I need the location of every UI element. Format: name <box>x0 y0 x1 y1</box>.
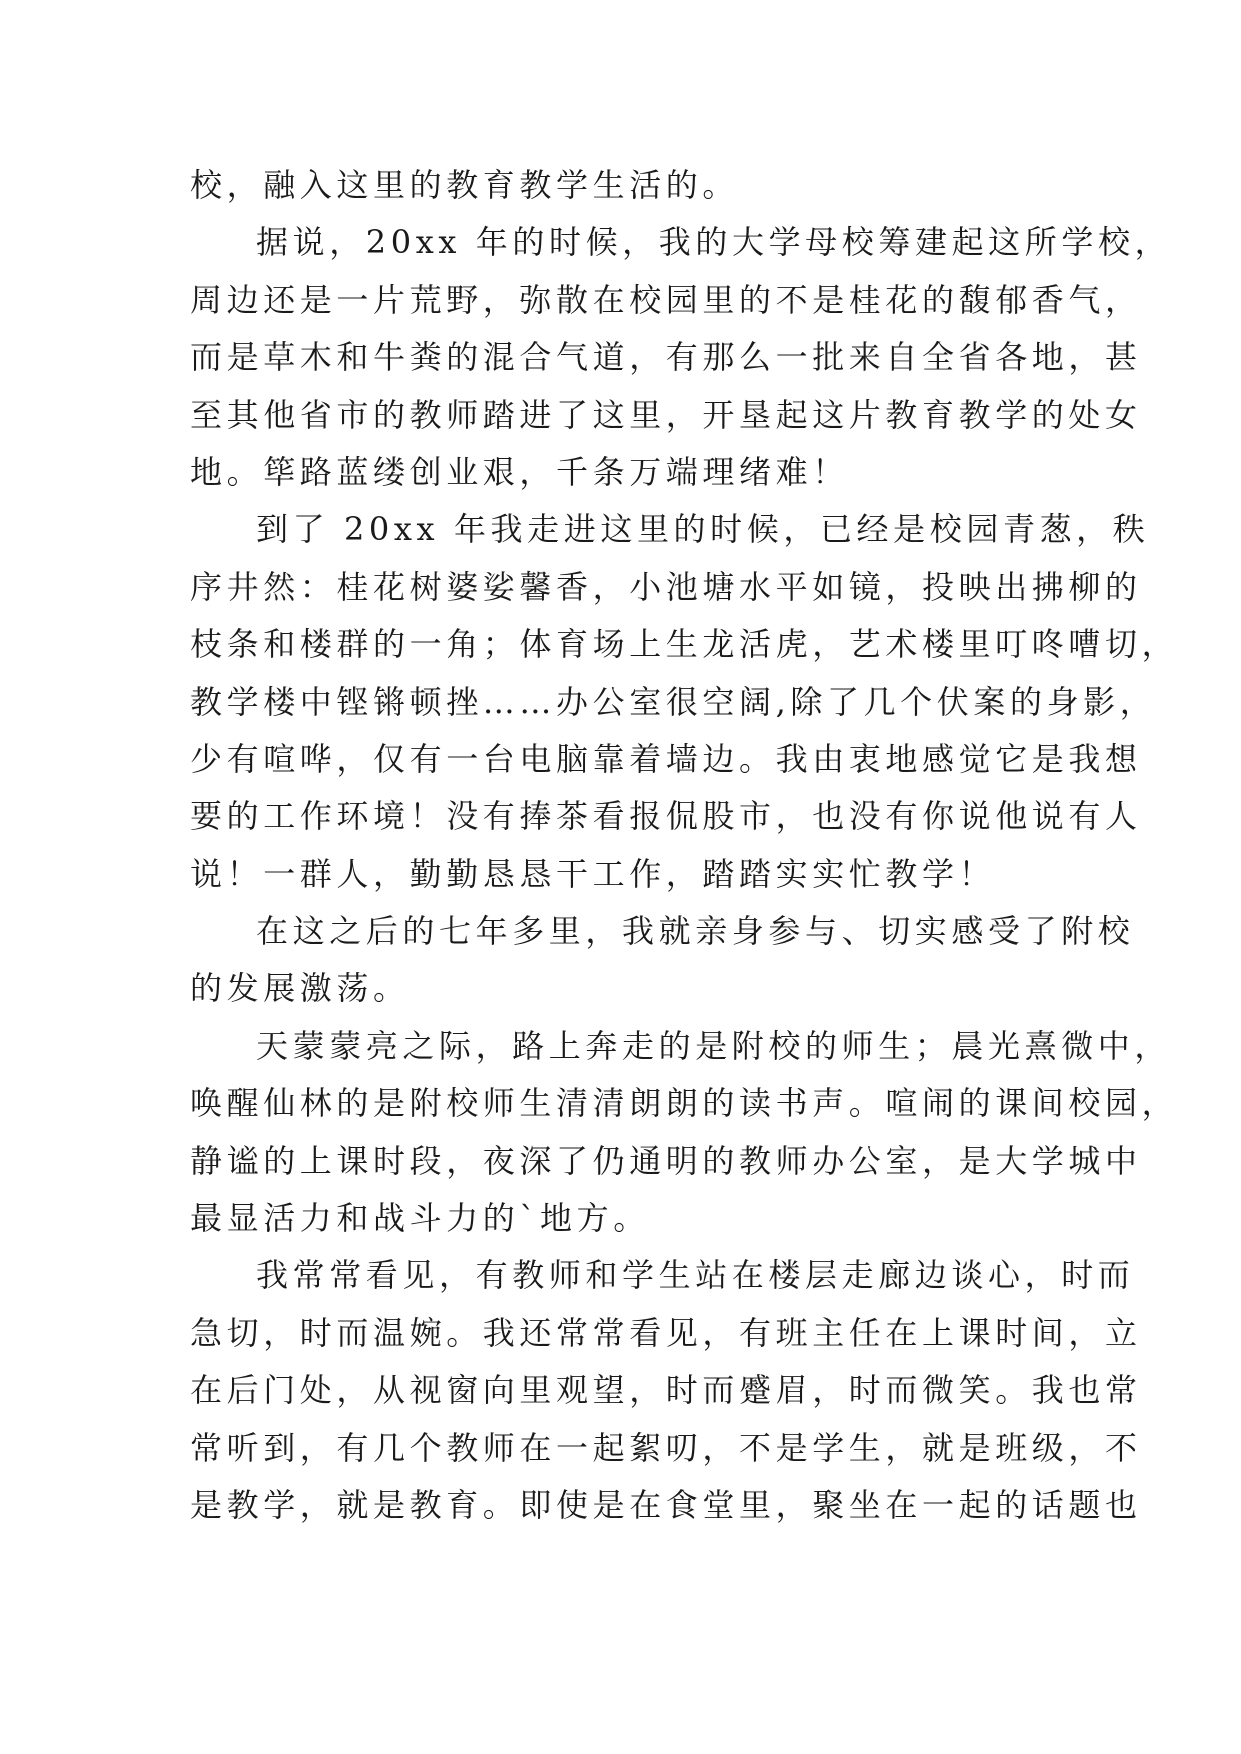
text-line: 天蒙蒙亮之际，路上奔走的是附校的师生；晨光熹微中， <box>256 1026 1172 1065</box>
text-line: 在后门处，从视窗向里观望，时而蹙眉，时而微笑。我也常 <box>190 1371 1142 1410</box>
text-line: 据说，20xx 年的时候，我的大学母校筹建起这所学校， <box>256 223 1172 262</box>
text-line: 我常常看见，有教师和学生站在楼层走廊边谈心，时而 <box>256 1256 1135 1295</box>
text-line: 说！一群人，勤勤恳恳干工作，踏踏实实忙教学！ <box>190 854 996 893</box>
text-line: 要的工作环境！没有捧茶看报侃股市，也没有你说他说有人 <box>190 797 1142 836</box>
text-line: 教学楼中铿锵顿挫……办公室很空阔,除了几个伏案的身影， <box>190 682 1157 721</box>
text-line: 到了 20xx 年我走进这里的时候，已经是校园青葱，秩 <box>256 510 1150 549</box>
text-line: 在这之后的七年多里，我就亲身参与、切实感受了附校 <box>256 912 1135 951</box>
text-line: 枝条和楼群的一角；体育场上生龙活虎，艺术楼里叮咚嘈切， <box>190 625 1179 664</box>
text-line: 至其他省市的教师踏进了这里，开垦起这片教育教学的处女 <box>190 395 1142 434</box>
text-line: 常听到，有几个教师在一起絮叨，不是学生，就是班级，不 <box>190 1428 1142 1467</box>
text-line: 最显活力和战斗力的`地方。 <box>190 1199 650 1238</box>
text-line: 而是草木和牛粪的混合气道，有那么一批来自全省各地，甚 <box>190 338 1142 377</box>
text-line: 校，融入这里的教育教学生活的。 <box>190 166 740 204</box>
text-line: 唤醒仙林的是附校师生清清朗朗的读书声。喧闹的课间校园， <box>190 1084 1179 1123</box>
text-line: 地。筚路蓝缕创业艰，千条万端理绪难！ <box>190 452 849 491</box>
text-line: 的发展激荡。 <box>190 969 410 1008</box>
text-line: 少有喧哗，仅有一台电脑靠着墙边。我由衷地感觉它是我想 <box>190 739 1142 778</box>
body-text <box>190 157 1179 1534</box>
text-line: 是教学，就是教育。即使是在食堂里，聚坐在一起的话题也 <box>190 1485 1142 1524</box>
text-line: 序井然：桂花树婆娑馨香，小池塘水平如镜，投映出拂柳的 <box>190 567 1142 606</box>
text-line: 周边还是一片荒野，弥散在校园里的不是桂花的馥郁香气， <box>190 280 1142 319</box>
text-line: 急切，时而温婉。我还常常看见，有班主任在上课时间，立 <box>190 1313 1142 1352</box>
text-line: 静谧的上课时段，夜深了仍通明的教师办公室，是大学城中 <box>190 1141 1142 1180</box>
